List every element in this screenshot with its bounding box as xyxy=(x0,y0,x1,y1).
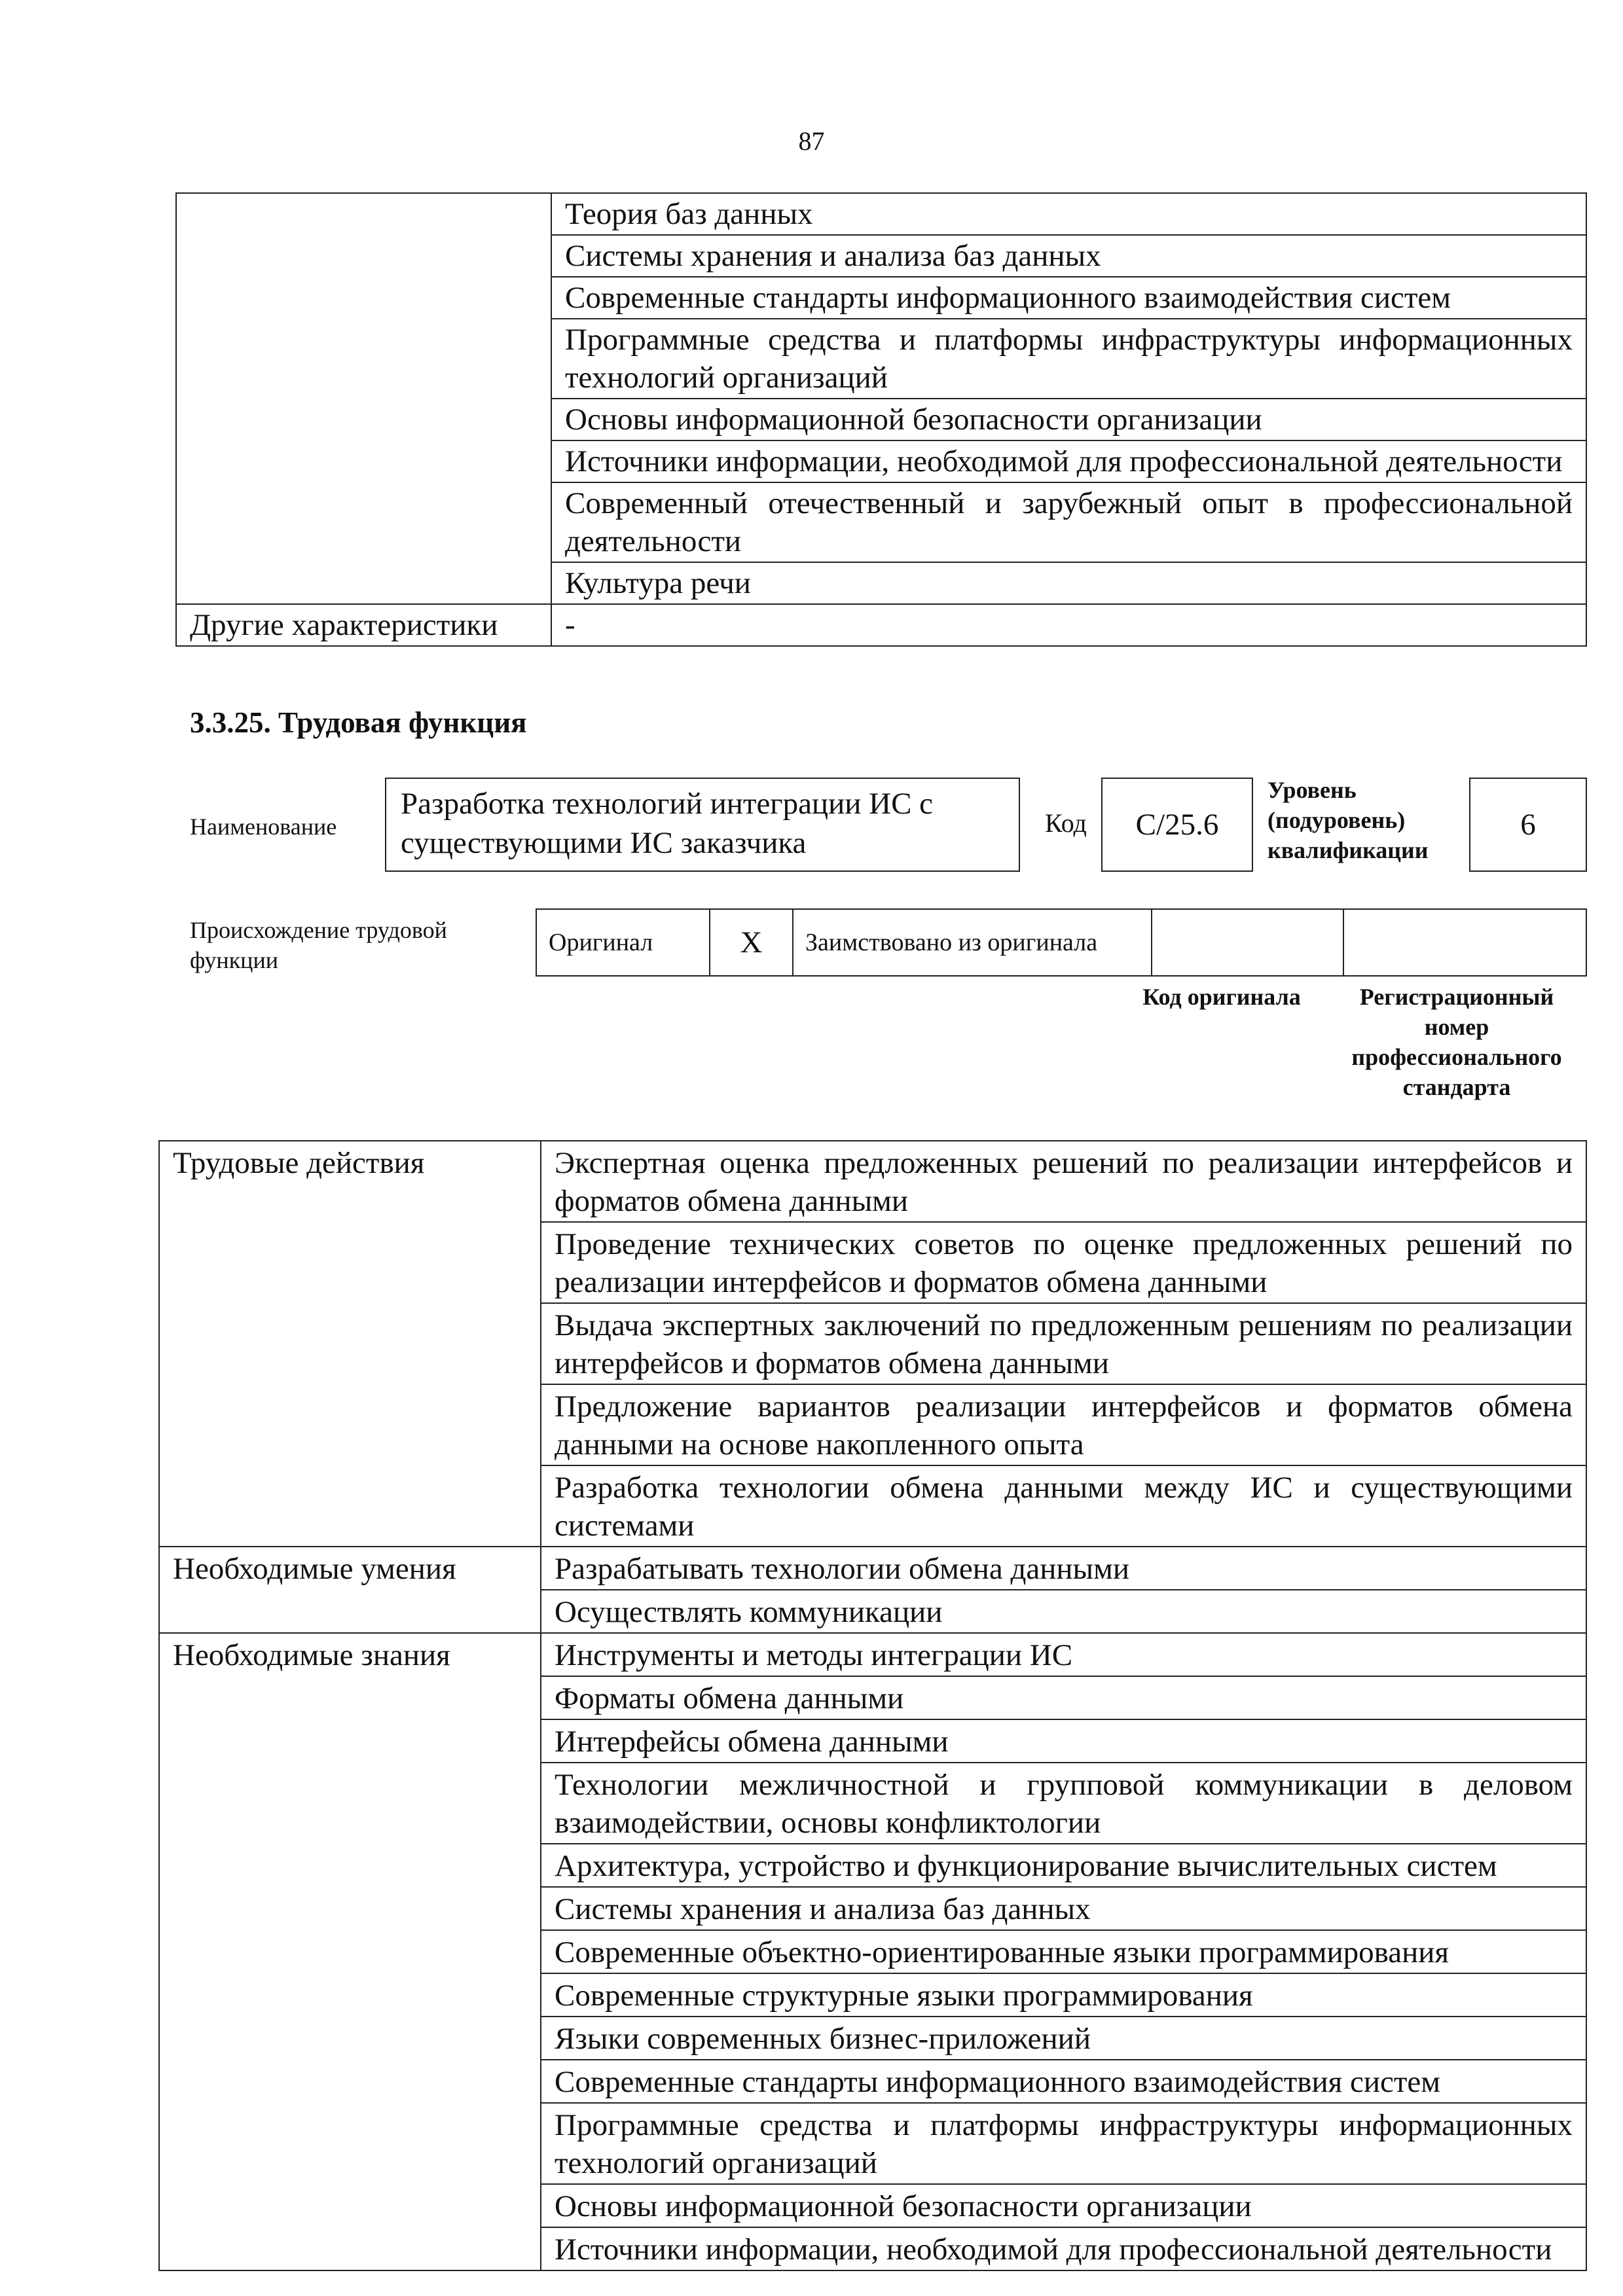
skill-item: Разрабатывать технологии обмена данными xyxy=(541,1547,1586,1590)
reg-number-caption: Регистрационный номер профессионального стандарта xyxy=(1351,984,1562,1100)
knowledge-item: Современный отечественный и зарубежный опыт в профессиональной деятельности xyxy=(551,482,1586,562)
other-characteristics-label: Другие характеристики xyxy=(176,604,551,646)
knowledge-table-continuation xyxy=(175,192,1587,647)
knowledge-item: Программные средства и платформы инфраструктуры информационных технологий организаций xyxy=(551,319,1586,399)
labor-function-table xyxy=(158,1140,1587,2271)
knowledge-item: Основы информационной безопасности организации xyxy=(541,2184,1586,2227)
origin-table xyxy=(536,908,1587,977)
labor-actions-label: Трудовые действия xyxy=(159,1141,541,1547)
table-row xyxy=(176,604,1586,646)
table-row xyxy=(159,1141,1586,1222)
labor-action-item: Разработка технологии обмена данными между ИС и существующими системами xyxy=(541,1465,1586,1547)
knowledge-item: Основы информационной безопасности организации xyxy=(551,399,1586,440)
original-mark: X xyxy=(710,909,793,976)
knowledge-item: Системы хранения и анализа баз данных xyxy=(551,235,1586,277)
level-label: Уровень (подуровень) квалификации xyxy=(1267,777,1429,863)
knowledge-item: Системы хранения и анализа баз данных xyxy=(541,1887,1586,1930)
empty-label-cell xyxy=(176,193,551,604)
skill-item: Осуществлять коммуникации xyxy=(541,1590,1586,1633)
page-number: 87 xyxy=(798,126,825,156)
knowledge-label: Необходимые знания xyxy=(159,1633,541,2270)
original-label: Оригинал xyxy=(536,909,710,976)
function-name-box: Разработка технологий интеграции ИС с существующими ИС заказчика xyxy=(385,778,1020,872)
knowledge-item: Современные стандарты информационного взаимодействия систем xyxy=(541,2060,1586,2103)
knowledge-item: Источники информации, необходимой для профессиональной деятельности xyxy=(551,440,1586,482)
labor-action-item: Экспертная оценка предложенных решений по реализации интерфейсов и форматов обмена данными xyxy=(541,1141,1586,1222)
table-row xyxy=(159,1547,1586,1590)
knowledge-item: Архитектура, устройство и функционирование вычислительных систем xyxy=(541,1844,1586,1887)
knowledge-item: Современные объектно-ориентированные языки программирования xyxy=(541,1930,1586,1973)
knowledge-item: Современные структурные языки программирования xyxy=(541,1973,1586,2017)
knowledge-item: Программные средства и платформы инфраструктуры информационных технологий организаций xyxy=(541,2103,1586,2184)
knowledge-item: Языки современных бизнес-приложений xyxy=(541,2017,1586,2060)
table-row xyxy=(176,193,1586,235)
labor-action-item: Предложение вариантов реализации интерфейсов и форматов обмена данными на основе накопленного опыта xyxy=(541,1384,1586,1465)
other-characteristics-value: - xyxy=(551,604,1586,646)
code-label: Код xyxy=(1045,808,1087,838)
knowledge-item: Технологии межличностной и групповой коммуникации в деловом взаимодействии, основы конфликтологии xyxy=(541,1763,1586,1844)
knowledge-item: Культура речи xyxy=(551,562,1586,604)
knowledge-item: Теория баз данных xyxy=(551,193,1586,235)
knowledge-item: Источники информации, необходимой для профессиональной деятельности xyxy=(541,2227,1586,2270)
name-label: Наименование xyxy=(190,814,337,840)
section-heading: 3.3.25. Трудовая функция xyxy=(190,706,527,739)
code-original-cell xyxy=(1152,909,1343,976)
table-row xyxy=(159,1633,1586,1676)
code-value-box: C/25.6 xyxy=(1101,778,1253,872)
knowledge-item: Инструменты и методы интеграции ИС xyxy=(541,1633,1586,1676)
borrowed-label: Заимствовано из оригинала xyxy=(793,909,1152,976)
knowledge-item: Форматы обмена данными xyxy=(541,1676,1586,1719)
table-row xyxy=(536,909,1586,976)
knowledge-item: Интерфейсы обмена данными xyxy=(541,1719,1586,1763)
skills-label: Необходимые умения xyxy=(159,1547,541,1633)
level-value-box: 6 xyxy=(1469,778,1587,872)
reg-number-cell xyxy=(1343,909,1586,976)
code-original-caption: Код оригинала xyxy=(1142,984,1301,1010)
origin-label: Происхождение трудовой функции xyxy=(190,917,447,973)
labor-action-item: Проведение технических советов по оценке предложенных решений по реализации интерфейсов и форматов обмена данными xyxy=(541,1222,1586,1303)
knowledge-item: Современные стандарты информационного взаимодействия систем xyxy=(551,277,1586,319)
labor-action-item: Выдача экспертных заключений по предложенным решениям по реализации интерфейсов и форматов обмена данными xyxy=(541,1303,1586,1384)
